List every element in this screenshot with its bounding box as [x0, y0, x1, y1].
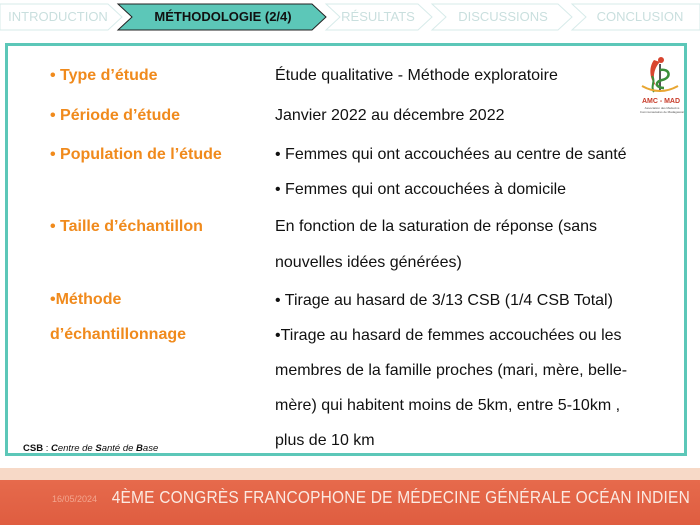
- methode-line: • Tirage au hasard de 3/13 CSB (1/4 CSB Total): [275, 292, 613, 309]
- footer-band-light: [0, 468, 700, 480]
- methode-line: mère) qui habitent moins de 5km, entre 5-10km ,: [275, 397, 621, 414]
- tab-conclusion[interactable]: CONCLUSION: [596, 9, 684, 24]
- tab-resultats[interactable]: RÉSULTATS: [341, 9, 415, 24]
- methode-line: •Tirage au hasard de femmes accouchées ou les: [275, 327, 622, 344]
- note-part: ase: [142, 443, 159, 454]
- note-part: entre de: [57, 443, 96, 454]
- note-letter: B: [136, 443, 143, 454]
- tab-methodologie[interactable]: MÉTHODOLOGIE (2/4): [154, 9, 292, 24]
- label-periode-etude: • Période d’étude: [50, 107, 181, 124]
- footer-title: 4ÈME CONGRÈS FRANCOPHONE DE MÉDECINE GÉNÉRALE OCÉAN INDIEN: [111, 488, 690, 508]
- section-nav: [0, 0, 700, 34]
- logo-subtext: Association des Médecins Communautaires de Madagascar: [639, 106, 685, 114]
- tab-discussions[interactable]: DISCUSSIONS: [458, 9, 548, 24]
- note-abbr: CSB: [23, 443, 44, 454]
- population-item: • Femmes qui ont accouchées à domicile: [275, 181, 567, 198]
- amc-mad-logo: [630, 52, 690, 118]
- value-periode-etude: Janvier 2022 au décembre 2022: [275, 107, 505, 124]
- note-part: anté de: [101, 443, 137, 454]
- content-frame: [5, 43, 687, 456]
- label-population-etude: • Population de l’étude: [50, 146, 222, 163]
- taille-line: En fonction de la saturation de réponse (sans: [275, 218, 597, 235]
- label-taille-echantillon: • Taille d’échantillon: [50, 218, 203, 235]
- taille-line: nouvelles idées générées): [275, 254, 462, 271]
- note-sep: :: [43, 443, 51, 454]
- methode-line: plus de 10 km: [275, 432, 375, 449]
- note-letter: S: [95, 443, 102, 454]
- logo-text: AMC - MAD: [641, 98, 681, 105]
- label-methode-line: •Méthode: [50, 291, 122, 308]
- label-methode-line: d’échantillonnage: [50, 326, 187, 343]
- note-letter: C: [50, 443, 58, 454]
- value-type-etude: Étude qualitative - Méthode exploratoire: [275, 67, 558, 84]
- footer-date: 16/05/2024: [52, 494, 98, 504]
- methode-line: membres de la famille proches (mari, mère, belle-: [275, 362, 628, 379]
- label-type-etude: • Type d’étude: [50, 67, 158, 84]
- tab-introduction[interactable]: INTRODUCTION: [8, 9, 108, 24]
- csb-definition-note: [23, 443, 158, 454]
- population-item: • Femmes qui ont accouchées au centre de santé: [275, 146, 627, 163]
